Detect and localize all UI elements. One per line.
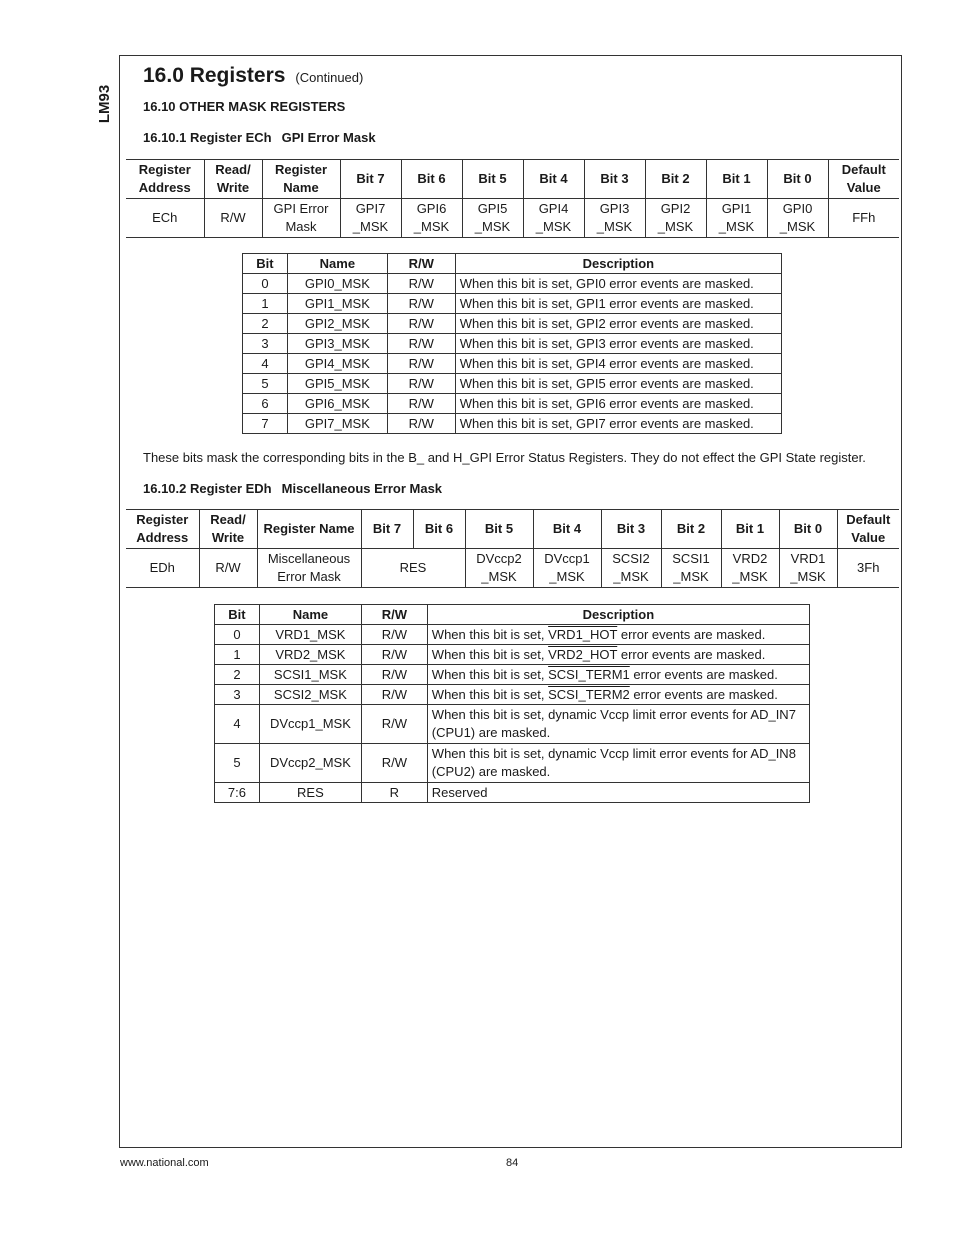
- bits2-rw-cell: R/W: [361, 625, 427, 645]
- active-low-signal-name: SCSI_TERM1: [548, 666, 630, 682]
- bits1-cell: When this bit is set, GPI7 error events are masked.: [455, 414, 781, 434]
- bits2-rw-cell: R/W: [361, 665, 427, 685]
- bits2-description-cell: [427, 783, 809, 803]
- bits2-description-cell: [427, 705, 809, 744]
- table-row: [215, 645, 810, 665]
- bits1-cell: When this bit is set, GPI3 error events are masked.: [455, 334, 781, 354]
- reg2-data-cell: VRD2 _MSK: [721, 549, 779, 588]
- bits1-cell: 2: [243, 314, 288, 334]
- bits1-header-cell: Name: [287, 254, 387, 274]
- bits1-cell: GPI3_MSK: [287, 334, 387, 354]
- reg2-data-cell: SCSI1 _MSK: [661, 549, 721, 588]
- note-text: These bits mask the corresponding bits in the B_ and H_GPI Error Status Registers. They do not effect the GPI State register.: [143, 450, 866, 465]
- reg1-data-cell: ECh: [152, 210, 178, 225]
- footer-website: www.national.com: [120, 1157, 209, 1169]
- bits1-cell: 3: [243, 334, 288, 354]
- reg1-data-cell: GPI0 _MSK: [767, 199, 828, 238]
- bits1-cell: When this bit is set, GPI1 error events are masked.: [455, 294, 781, 314]
- bits1-cell: GPI6_MSK: [287, 394, 387, 414]
- bits2-bit-cell: 5: [215, 744, 260, 783]
- bits1-cell: 0: [243, 274, 288, 294]
- bits2-bit-cell: 1: [215, 645, 260, 665]
- bits1-cell: R/W: [387, 414, 455, 434]
- reg1-header-cell: Read/ Write: [204, 160, 262, 199]
- reg2-header-cell: Bit 6: [413, 510, 465, 549]
- reg1-table: [126, 159, 899, 238]
- bits1-cell: 7: [243, 414, 288, 434]
- bits2-rw-cell: R: [361, 783, 427, 803]
- description-text: error events are masked.: [629, 686, 778, 702]
- table-row: [215, 625, 810, 645]
- active-low-signal-name: VRD1_HOT: [548, 626, 618, 642]
- reg2-header-cell: Default Value: [837, 510, 899, 549]
- reg2-header-cell: Bit 3: [601, 510, 661, 549]
- bits1-cell: When this bit is set, GPI0 error events are masked.: [455, 274, 781, 294]
- reg1-header-row: [126, 160, 899, 199]
- description-text: When this bit is set, dynamic Vccp limit error events for AD_IN7 (CPU1) are masked.: [431, 707, 796, 740]
- reg1-heading: [143, 130, 376, 145]
- bits2-header-row: [215, 605, 810, 625]
- reg2-header-cell: Read/ Write: [199, 510, 257, 549]
- bits1-cell: 1: [243, 294, 288, 314]
- reg1-heading-num: 16.10.1 Register ECh: [143, 130, 272, 145]
- bits2-name-cell: RES: [259, 783, 361, 803]
- reg1-header-cell: Bit 4: [523, 160, 584, 199]
- reg1-header-cell: Bit 6: [401, 160, 462, 199]
- reg1-header-cell: Bit 7: [340, 160, 401, 199]
- description-text: error events are masked.: [617, 646, 766, 662]
- bits1-header-cell: R/W: [387, 254, 455, 274]
- bits2-rw-cell: R/W: [361, 685, 427, 705]
- reg2-data-cell: Miscellaneous Error Mask: [257, 549, 361, 588]
- bits1-cell: R/W: [387, 374, 455, 394]
- bits2-bit-cell: 0: [215, 625, 260, 645]
- reg2-data-cell: R/W: [199, 549, 257, 588]
- reg2-data-cell: 3Fh: [837, 549, 899, 588]
- bits1-table: [242, 253, 782, 434]
- bits1-cell: R/W: [387, 354, 455, 374]
- reg2-table: [126, 509, 899, 588]
- bits2-rw-cell: R/W: [361, 645, 427, 665]
- reg2-header-cell: Register Address: [136, 512, 189, 545]
- reg2-heading: [143, 481, 442, 496]
- bits2-description-cell: [427, 625, 809, 645]
- bits2-name-cell: VRD2_MSK: [259, 645, 361, 665]
- reg1-header-cell: Bit 2: [645, 160, 706, 199]
- bits2-header-cell: R/W: [361, 605, 427, 625]
- reg1-heading-name: GPI Error Mask: [281, 130, 376, 145]
- table-row: [243, 374, 782, 394]
- reg2-data-row: [126, 549, 899, 588]
- bits2-name-cell: SCSI1_MSK: [259, 665, 361, 685]
- description-text: error events are masked.: [629, 666, 778, 682]
- reg2-heading-name: Miscellaneous Error Mask: [281, 481, 443, 496]
- reg1-data-cell: GPI5 _MSK: [462, 199, 523, 238]
- active-low-signal-name: SCSI_TERM2: [548, 686, 630, 702]
- description-text: When this bit is set,: [431, 626, 549, 642]
- bits2-bit-cell: 3: [215, 685, 260, 705]
- bits1-header-cell: Description: [455, 254, 781, 274]
- bits1-cell: GPI0_MSK: [287, 274, 387, 294]
- reg1-data-cell: FFh: [828, 199, 899, 238]
- bits2-bit-cell: 4: [215, 705, 260, 744]
- description-text: When this bit is set,: [431, 666, 549, 682]
- table-row: [243, 414, 782, 434]
- reg2-data-cell: DVccp2 _MSK: [465, 549, 533, 588]
- bits1-cell: 4: [243, 354, 288, 374]
- reg2-data-cell: DVccp1 _MSK: [533, 549, 601, 588]
- footer-page-number: 84: [506, 1157, 519, 1169]
- bits1-cell: GPI7_MSK: [287, 414, 387, 434]
- reg2-heading-num: 16.10.2 Register EDh: [143, 481, 272, 496]
- section-title: [143, 64, 363, 88]
- reg1-header-cell: Bit 3: [584, 160, 645, 199]
- bits1-header-row: [243, 254, 782, 274]
- reg2-header-cell: Register Name: [257, 510, 361, 549]
- bits1-cell: GPI4_MSK: [287, 354, 387, 374]
- side-label: LM93: [96, 84, 113, 124]
- bits2-header-cell: Name: [259, 605, 361, 625]
- reg2-header-cell: Bit 2: [661, 510, 721, 549]
- bits1-cell: 5: [243, 374, 288, 394]
- reg2-data-cell: VRD1 _MSK: [779, 549, 837, 588]
- bits2-rw-cell: R/W: [361, 744, 427, 783]
- description-text: When this bit is set,: [431, 686, 549, 702]
- reg1-header-cell: Register Address: [138, 162, 191, 195]
- bits1-cell: R/W: [387, 314, 455, 334]
- section-continued: (Continued): [295, 70, 364, 85]
- reg1-data-cell: GPI1 _MSK: [706, 199, 767, 238]
- reg1-header-cell: Default Value: [828, 160, 899, 199]
- bits1-header-cell: Bit: [243, 254, 288, 274]
- description-text: error events are masked.: [617, 626, 766, 642]
- bits1-cell: GPI2_MSK: [287, 314, 387, 334]
- reg1-data-cell: GPI4 _MSK: [523, 199, 584, 238]
- reg1-data-cell: GPI6 _MSK: [401, 199, 462, 238]
- reg1-data-cell: GPI2 _MSK: [645, 199, 706, 238]
- table-row: [243, 274, 782, 294]
- table-row: [243, 354, 782, 374]
- reg2-header-cell: Bit 1: [721, 510, 779, 549]
- bits1-cell: When this bit is set, GPI5 error events are masked.: [455, 374, 781, 394]
- bits2-bit-cell: 7:6: [215, 783, 260, 803]
- reg2-header-cell: Bit 0: [779, 510, 837, 549]
- reg2-header-row: [126, 510, 899, 549]
- reg2-header-cell: Bit 5: [465, 510, 533, 549]
- table-row: [215, 705, 810, 744]
- reg2-data-cell: RES: [361, 549, 465, 588]
- bits2-name-cell: DVccp2_MSK: [259, 744, 361, 783]
- bits1-cell: 6: [243, 394, 288, 414]
- table-row: [215, 744, 810, 783]
- bits1-cell: When this bit is set, GPI6 error events are masked.: [455, 394, 781, 414]
- table-row: [243, 334, 782, 354]
- reg1-header-cell: Bit 1: [706, 160, 767, 199]
- subsection-title: 16.10 OTHER MASK REGISTERS: [143, 99, 346, 114]
- section-title-text: 16.0 Registers: [143, 64, 286, 87]
- reg2-header-cell: Bit 7: [361, 510, 413, 549]
- bits2-header-cell: Bit: [215, 605, 260, 625]
- bits1-cell: R/W: [387, 294, 455, 314]
- bits1-cell: When this bit is set, GPI2 error events are masked.: [455, 314, 781, 334]
- bits2-name-cell: DVccp1_MSK: [259, 705, 361, 744]
- reg1-data-cell: R/W: [204, 199, 262, 238]
- reg2-header-cell: Bit 4: [533, 510, 601, 549]
- table-row: [215, 685, 810, 705]
- reg2-data-cell: SCSI2 _MSK: [601, 549, 661, 588]
- reg1-data-row: [126, 199, 899, 238]
- bits2-description-cell: [427, 744, 809, 783]
- bits1-cell: GPI5_MSK: [287, 374, 387, 394]
- bits2-name-cell: VRD1_MSK: [259, 625, 361, 645]
- bits2-table: [214, 604, 810, 803]
- bits1-cell: When this bit is set, GPI4 error events are masked.: [455, 354, 781, 374]
- bits2-header-cell: Description: [427, 605, 809, 625]
- reg1-header-cell: Bit 5: [462, 160, 523, 199]
- active-low-signal-name: VRD2_HOT: [548, 646, 618, 662]
- reg2-data-cell: EDh: [149, 560, 175, 575]
- bits2-bit-cell: 2: [215, 665, 260, 685]
- description-text: When this bit is set, dynamic Vccp limit error events for AD_IN8 (CPU2) are masked.: [431, 746, 796, 779]
- table-row: [243, 394, 782, 414]
- bits1-cell: R/W: [387, 274, 455, 294]
- bits2-name-cell: SCSI2_MSK: [259, 685, 361, 705]
- reg1-data-cell: GPI7 _MSK: [340, 199, 401, 238]
- reg1-header-cell: Bit 0: [767, 160, 828, 199]
- reg1-header-cell: Register Name: [262, 160, 340, 199]
- table-row: [215, 665, 810, 685]
- bits2-rw-cell: R/W: [361, 705, 427, 744]
- bits1-cell: GPI1_MSK: [287, 294, 387, 314]
- bits1-cell: R/W: [387, 394, 455, 414]
- table-row: [243, 314, 782, 334]
- table-row: [243, 294, 782, 314]
- bits2-description-cell: [427, 685, 809, 705]
- bits2-description-cell: [427, 665, 809, 685]
- description-text: When this bit is set,: [431, 646, 549, 662]
- bits1-cell: R/W: [387, 334, 455, 354]
- description-text: Reserved: [431, 784, 488, 800]
- table-row: [215, 783, 810, 803]
- bits2-description-cell: [427, 645, 809, 665]
- reg1-data-cell: GPI3 _MSK: [584, 199, 645, 238]
- reg1-data-cell: GPI Error Mask: [262, 199, 340, 238]
